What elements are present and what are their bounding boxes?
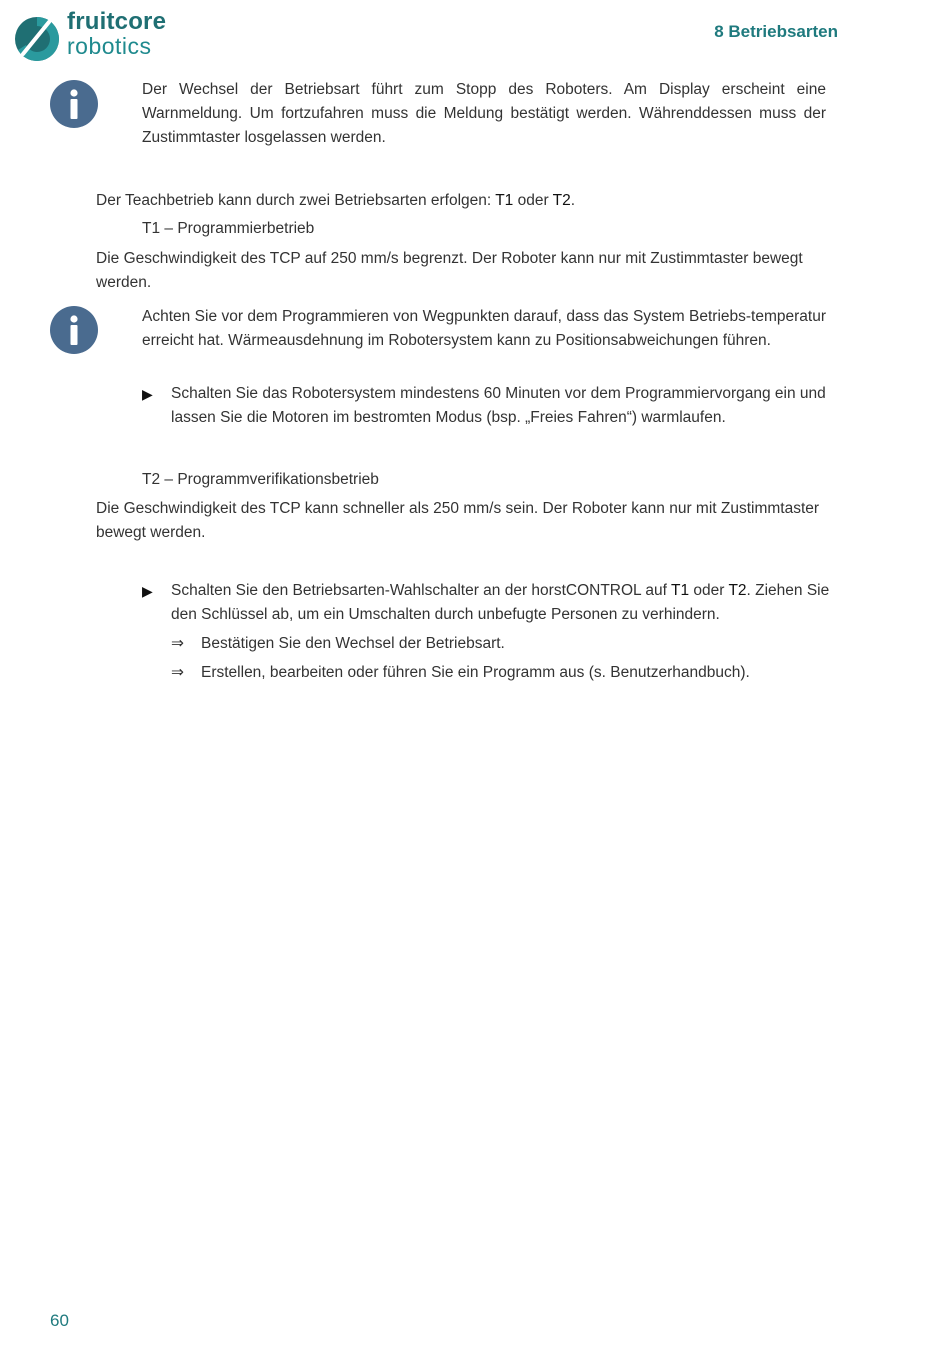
chapter-title: 8 Betriebsarten [714,22,838,41]
result-text: Erstellen, bearbeiten oder führen Sie ein Programm aus (s. Benutzerhandbuch). [201,664,750,681]
bullet-triangle-icon: ▶ [142,583,153,599]
instruction-step [142,579,840,627]
info-icon [50,306,98,354]
teach-intro-prefix: Der Teachbetrieb kann durch zwei Betriebsarten erfolgen: [96,192,496,209]
mode-t1: T1 [670,582,690,599]
teach-intro-or: oder [513,192,553,209]
instruction-or: oder [689,582,729,599]
company-logo [13,8,173,66]
teach-intro [96,189,838,213]
t1-description: Die Geschwindigkeit des TCP auf 250 mm/s begrenzt. Der Roboter kann nur mit Zustimmtaster bewegt werden. [96,250,803,291]
bullet-triangle-icon: ▶ [142,386,153,402]
mode-t2: T2 [552,192,571,209]
t1-heading: T1 – Programmierbetrieb [142,220,315,237]
logo-word-robotics: robotics [67,33,152,59]
list-item [142,382,832,430]
result-arrow-icon: ⇒ [171,635,184,652]
instruction-suffix: . Ziehen Sie den Schlüssel ab, um ein Umschalten durch unbefugte Personen zu verhindern. [171,582,830,623]
instruction-prefix: Schalten Sie den Betriebsarten-Wahlschalter an der horstCONTROL auf [171,582,671,599]
teach-intro-end: . [570,192,576,209]
mode-t1: T1 [495,192,514,209]
page-number: 60 [50,1311,69,1330]
note-text: Achten Sie vor dem Programmieren von Wegpunkten darauf, dass das System Betriebs-temperatur erreicht hat. Wärmeausdehnung im Robotersystem kann zu Positionsabweichungen führen. [142,308,826,349]
note-text: Der Wechsel der Betriebsart führt zum Stopp des Roboters. Am Display erscheint eine Warnmeldung. Um fortzufahren muss die Meldung bestätigt werden. Währenddessen muss der Zustimmtaster losgelassen werden. [142,81,826,146]
result-item [171,632,831,656]
instruction-text [171,579,840,627]
result-arrow-icon: ⇒ [171,664,184,681]
note-bullet-text: Schalten Sie das Robotersystem mindestens 60 Minuten vor dem Programmiervorgang ein und lassen Sie die Motoren im bestromten Modus (bsp. „Freies Fahren“) warmlaufen. [171,385,826,426]
logo-word-fruitcore: fruitcore [67,8,167,35]
mode-t2: T2 [728,582,747,599]
logo-mark-icon [13,14,63,64]
info-icon [50,80,98,128]
result-item [171,661,831,685]
result-text: Bestätigen Sie den Wechsel der Betriebsart. [201,635,505,652]
t2-heading: T2 – Programmverifikationsbetrieb [142,471,379,488]
t2-description: Die Geschwindigkeit des TCP kann schneller als 250 mm/s sein. Der Roboter kann nur mit Zustimmtaster bewegt werden. [96,500,820,541]
